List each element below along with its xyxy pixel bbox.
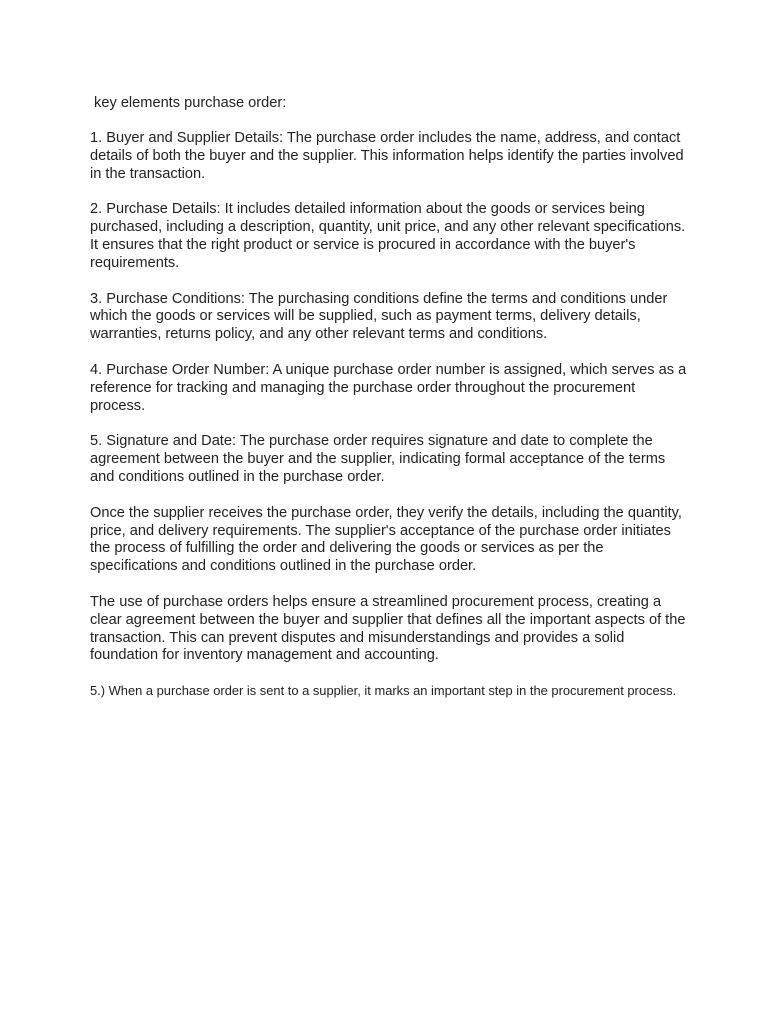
paragraph-signature-and-date: 5. Signature and Date: The purchase order requires signature and date to complete the agreement between the buyer and the supplier, indicating formal acceptance of the terms and conditions outlined in the purchase order. [90,433,666,485]
paragraph-purchase-order-benefits: The use of purchase orders helps ensure a streamlined procurement process, creating a clear agreement between the buyer and supplier that defines all the important aspects of the transaction. This can prevent disputes and misunderstandings and provides a solid foundation for inventory management and accounting. [90,593,686,664]
footnote-paragraph: 5.) When a purchase order is sent to a supplier, it marks an important step in the procurement process. [90,683,677,699]
document-heading: key elements purchase order: [90,95,287,111]
paragraph-purchase-order-number: 4. Purchase Order Number: A unique purchase order number is assigned, which serves as a reference for tracking and managing the purchase order throughout the procurement process. [90,361,687,414]
document-page [90,94,690,700]
paragraph-supplier-acceptance: Once the supplier receives the purchase order, they verify the details, including the quantity, price, and delivery requirements. The supplier's acceptance of the purchase order initiates the process of fulfilling the order and delivering the goods or services as per the specifications and conditions outlined in the purchase order. [90,504,682,575]
paragraph-purchase-conditions: 3. Purchase Conditions: The purchasing conditions define the terms and conditions under which the goods or services will be supplied, such as payment terms, delivery details, warranties, returns policy, and any other relevant terms and conditions. [90,290,668,343]
paragraph-buyer-supplier-details: 1. Buyer and Supplier Details: The purchase order includes the name, address, and contact details of both the buyer and the supplier. This information helps identify the parties involved in the transaction. [90,130,684,182]
paragraph-purchase-details: 2. Purchase Details: It includes detailed information about the goods or services being purchased, including a description, quantity, unit price, and any other relevant specifications. It ensures that the right product or service is procured in accordance with the buyer's requirements. [90,201,686,271]
